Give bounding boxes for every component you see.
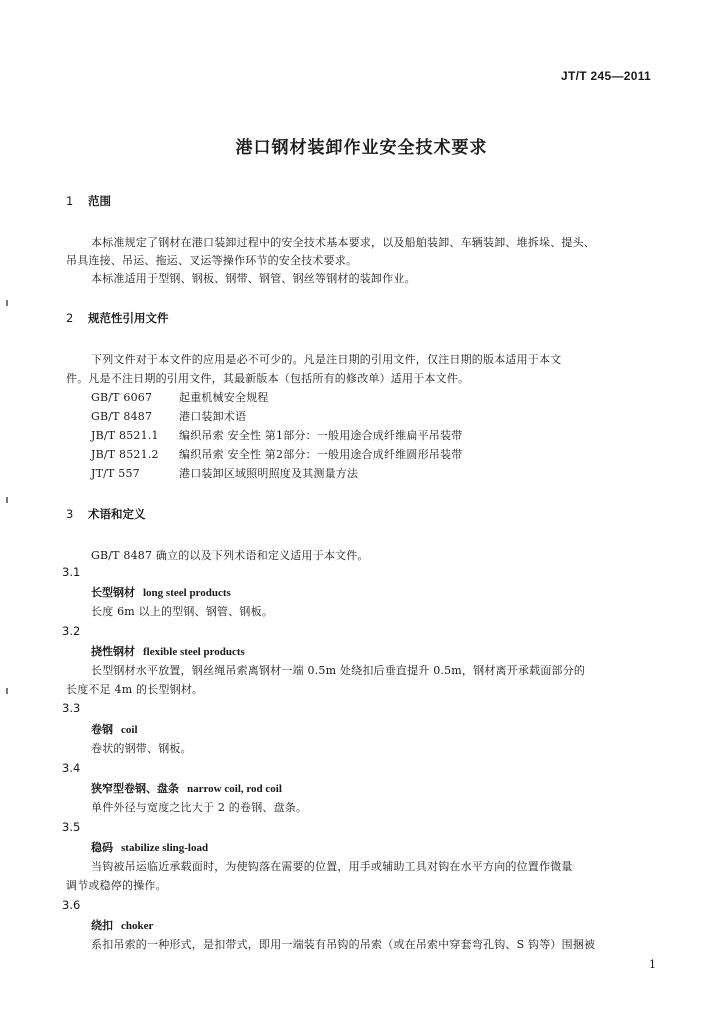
- reference-code: GB/T 6067: [91, 391, 153, 404]
- paragraph-line: 本标准规定了钢材在港口装卸过程中的安全技术基本要求，以及船舶装卸、车辆装卸、堆拆垛、提头、: [91, 236, 595, 249]
- term-zh: 卷钢: [91, 723, 113, 736]
- term-title: [91, 643, 245, 659]
- reference-code: JB/T 8521.2: [91, 448, 159, 461]
- term-title: [91, 721, 138, 737]
- term-number: 3.6: [62, 898, 81, 912]
- section-title: 范围: [88, 194, 111, 208]
- term-title: [91, 839, 208, 855]
- page-title: 港口钢材装卸作业安全技术要求: [235, 138, 488, 158]
- scan-mark: [6, 497, 8, 503]
- reference-code: GB/T 8487: [91, 410, 153, 423]
- paragraph-line: 下列文件对于本文件的应用是必不可少的。凡是注日期的引用文件，仅注日期的版本适用于本文: [91, 353, 562, 366]
- term-en: long steel products: [143, 587, 231, 599]
- section-3-heading: [66, 506, 146, 522]
- scan-mark: [6, 688, 8, 694]
- reference-item: [91, 389, 269, 405]
- reference-name: 港口装卸术语: [179, 410, 247, 423]
- term-number: 3.3: [62, 701, 81, 715]
- reference-code: JB/T 8521.1: [91, 429, 159, 442]
- section-title: 术语和定义: [88, 507, 146, 521]
- term-definition: 长度不足 4m 的长型钢材。: [66, 683, 204, 696]
- section-1-heading: [66, 193, 111, 209]
- term-number: 3.4: [62, 761, 81, 775]
- reference-item: [91, 427, 462, 443]
- reference-item: [91, 408, 246, 424]
- term-title: [91, 780, 282, 796]
- page-number: 1: [649, 958, 656, 971]
- reference-code: JT/T 557: [91, 467, 140, 480]
- term-number: 3.2: [62, 624, 81, 638]
- term-zh: 狭窄型卷钢、盘条: [91, 782, 179, 795]
- term-en: coil: [121, 724, 138, 736]
- term-en: narrow coil, rod coil: [187, 783, 282, 795]
- term-definition: 调节或稳停的操作。: [66, 879, 167, 892]
- term-number: 3.1: [62, 565, 81, 579]
- section-2-heading: [66, 310, 169, 326]
- term-en: stabilize sling-load: [121, 842, 209, 854]
- section-title: 规范性引用文件: [88, 311, 169, 325]
- term-definition: 系扣吊索的一种形式，是扣带式，即用一端装有吊钩的吊索（或在吊索中穿套弯孔钩、S 钩等）围捆被: [91, 938, 596, 951]
- section-number: 2: [66, 311, 74, 325]
- term-definition: 当钩被吊运临近承载面时，为使钩落在需要的位置，用手或辅助工具对钩在水平方向的位置作微量: [91, 860, 573, 873]
- term-definition: 单件外径与宽度之比大于 2 的卷钢、盘条。: [91, 801, 308, 814]
- term-en: choker: [121, 920, 154, 932]
- term-definition: 长型钢材水平放置，钢丝绳吊索离钢材一端 0.5m 处绕扣后垂直提升 0.5m，钢材离开承载面部分的: [91, 664, 586, 677]
- term-en: flexible steel products: [143, 646, 245, 658]
- paragraph-line: 本标准适用于型钢、钢板、钢带、钢管、钢丝等钢材的装卸作业。: [91, 272, 416, 285]
- term-zh: 绕扣: [91, 919, 113, 932]
- term-zh: 稳码: [91, 841, 113, 854]
- term-title: [91, 917, 153, 933]
- reference-name: 编织吊索 安全性 第2部分：一般用途合成纤维圆形吊装带: [179, 448, 463, 461]
- reference-name: 港口装卸区域照明照度及其测量方法: [179, 467, 359, 480]
- scan-mark: [6, 300, 8, 306]
- reference-name: 编织吊索 安全性 第1部分：一般用途合成纤维扁平吊装带: [179, 429, 463, 442]
- section-number: 1: [66, 194, 74, 208]
- reference-name: 起重机械安全规程: [179, 391, 269, 404]
- term-definition: 长度 6m 以上的型钢、钢管、钢板。: [91, 605, 274, 618]
- paragraph-line: 件。凡是不注日期的引用文件，其最新版本（包括所有的修改单）适用于本文件。: [66, 372, 470, 385]
- term-title: [91, 584, 231, 600]
- reference-item: [91, 446, 462, 462]
- section-number: 3: [66, 507, 74, 521]
- reference-item: [91, 465, 358, 481]
- term-number: 3.5: [62, 820, 81, 834]
- term-zh: 长型钢材: [91, 586, 135, 599]
- standard-id: JT/T 245—2011: [561, 69, 651, 83]
- term-definition: 卷状的钢带、钢板。: [91, 742, 192, 755]
- term-zh: 挠性钢材: [91, 645, 135, 658]
- paragraph-line: GB/T 8487 确立的以及下列术语和定义适用于本文件。: [91, 549, 369, 562]
- paragraph-line: 吊具连接、吊运、拖运、叉运等操作环节的安全技术要求。: [66, 254, 358, 267]
